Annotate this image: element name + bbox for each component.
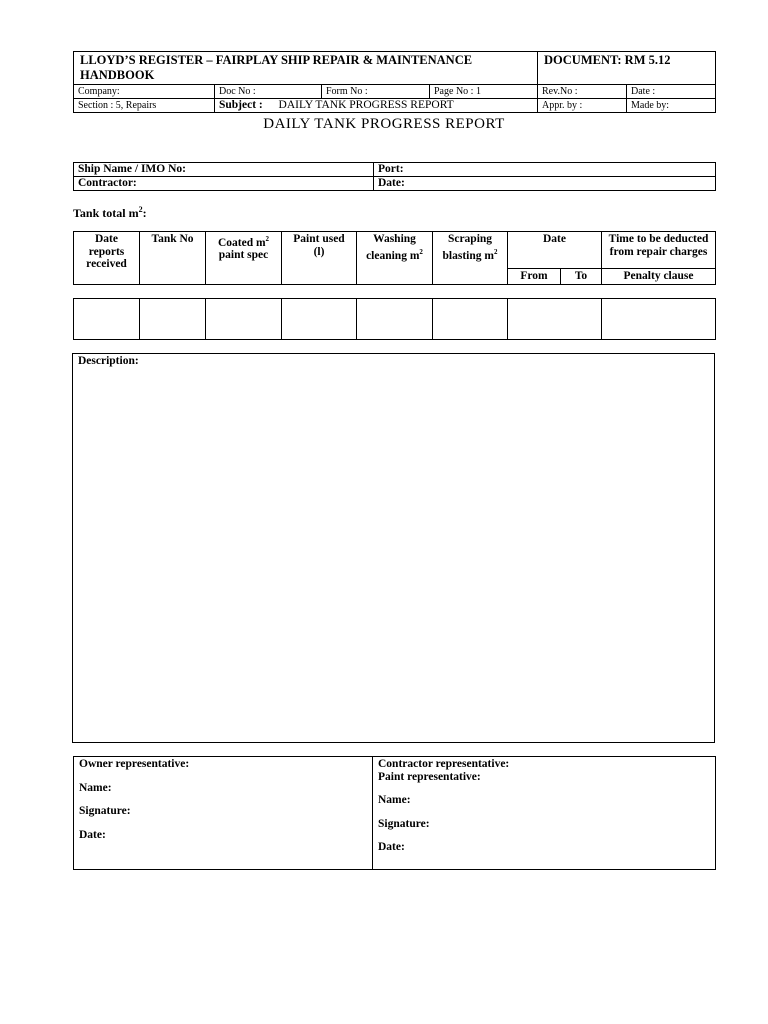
made-by-field: Made by:: [627, 99, 716, 113]
cell-scraping[interactable]: [433, 299, 508, 340]
col-time-deducted: Time to be deducted from repair charges: [602, 232, 716, 269]
tank-data-table: [73, 298, 716, 340]
header-date-field: Date :: [627, 85, 716, 99]
subject-label: Subject :: [219, 99, 263, 111]
col-paint-used: [282, 232, 357, 285]
col-to: To: [561, 269, 602, 285]
document-header: [73, 51, 716, 113]
cell-date-reports[interactable]: [74, 299, 140, 340]
cell-penalty[interactable]: [602, 299, 716, 340]
contractor-signature-label: Signature:: [378, 817, 430, 830]
col-coated-label: Coated m: [217, 236, 266, 249]
col-washing-label: Washing: [373, 233, 416, 245]
col-date-reports: [74, 232, 140, 285]
port-field[interactable]: Port:: [374, 163, 716, 177]
col-washing-unit: 2: [419, 247, 423, 256]
contractor-field[interactable]: Contractor:: [74, 177, 374, 191]
tank-total-unit: 2: [138, 205, 143, 214]
table-row: [74, 299, 716, 340]
owner-name-label: Name:: [79, 781, 112, 794]
subject-field: [215, 99, 538, 113]
cell-tank-no[interactable]: [140, 299, 206, 340]
col-coated: [206, 232, 282, 285]
description-label: Description:: [78, 355, 139, 367]
col-scraping-label: Scraping: [447, 233, 493, 245]
contractor-name-label: Name:: [378, 794, 411, 806]
form-no-field: Form No :: [322, 85, 430, 99]
cell-coated[interactable]: [206, 299, 282, 340]
owner-signature-label: Signature:: [79, 805, 131, 817]
contractor-date-label: Date:: [378, 841, 405, 853]
info-date-field[interactable]: Date:: [374, 177, 716, 191]
col-washing: [357, 232, 433, 285]
col-washing-line2: cleaning m: [366, 249, 420, 262]
ship-info-table: [73, 162, 716, 191]
subject-value: DAILY TANK PROGRESS REPORT: [278, 99, 454, 111]
col-paint-used-label: Paint used: [293, 233, 345, 245]
contractor-rep-label: Contractor representative:: [378, 758, 510, 770]
signature-table: [73, 756, 716, 870]
description-box[interactable]: [72, 353, 715, 743]
owner-signature-block[interactable]: [74, 757, 373, 870]
cell-date[interactable]: [508, 299, 602, 340]
col-scraping: [433, 232, 508, 285]
col-date: Date: [508, 232, 602, 269]
col-penalty: Penalty clause: [602, 269, 716, 285]
report-title: DAILY TANK PROGRESS REPORT: [263, 116, 505, 132]
column-header-table: [73, 231, 716, 285]
section-field: Section : 5, Repairs: [74, 99, 215, 113]
col-scraping-unit: 2: [493, 247, 498, 256]
col-coated-line2: paint spec: [218, 249, 269, 262]
doc-no-field: Doc No :: [215, 85, 322, 99]
tank-total-colon: :: [142, 206, 147, 220]
col-scraping-line2: blasting m: [442, 249, 494, 262]
col-paint-used-unit: (l): [313, 245, 325, 258]
rev-no-field: Rev.No :: [538, 85, 627, 99]
col-from: From: [508, 269, 561, 285]
cell-paint-used[interactable]: [282, 299, 357, 340]
appr-by-field: Appr. by :: [538, 99, 627, 113]
handbook-title: LLOYD’S REGISTER – FAIRPLAY SHIP REPAIR & MAINTENANCE HANDBOOK: [74, 52, 538, 85]
col-tank-no: Tank No: [140, 232, 206, 285]
page-no-field: Page No : 1: [430, 85, 538, 99]
col-coated-unit: 2: [265, 235, 270, 243]
owner-date-label: Date:: [79, 828, 106, 841]
contractor-signature-block[interactable]: [373, 757, 716, 870]
paint-rep-label: Paint representative:: [378, 770, 481, 783]
col-date-reports-label: Date reports received: [86, 233, 127, 270]
document-number: DOCUMENT: RM 5.12: [538, 52, 716, 85]
company-field: Company:: [74, 85, 215, 99]
cell-washing[interactable]: [357, 299, 433, 340]
owner-rep-label: Owner representative:: [79, 758, 190, 770]
tank-total-label: [73, 205, 147, 221]
ship-name-field[interactable]: Ship Name / IMO No:: [74, 163, 374, 177]
tank-total-text: Tank total m: [73, 206, 139, 220]
